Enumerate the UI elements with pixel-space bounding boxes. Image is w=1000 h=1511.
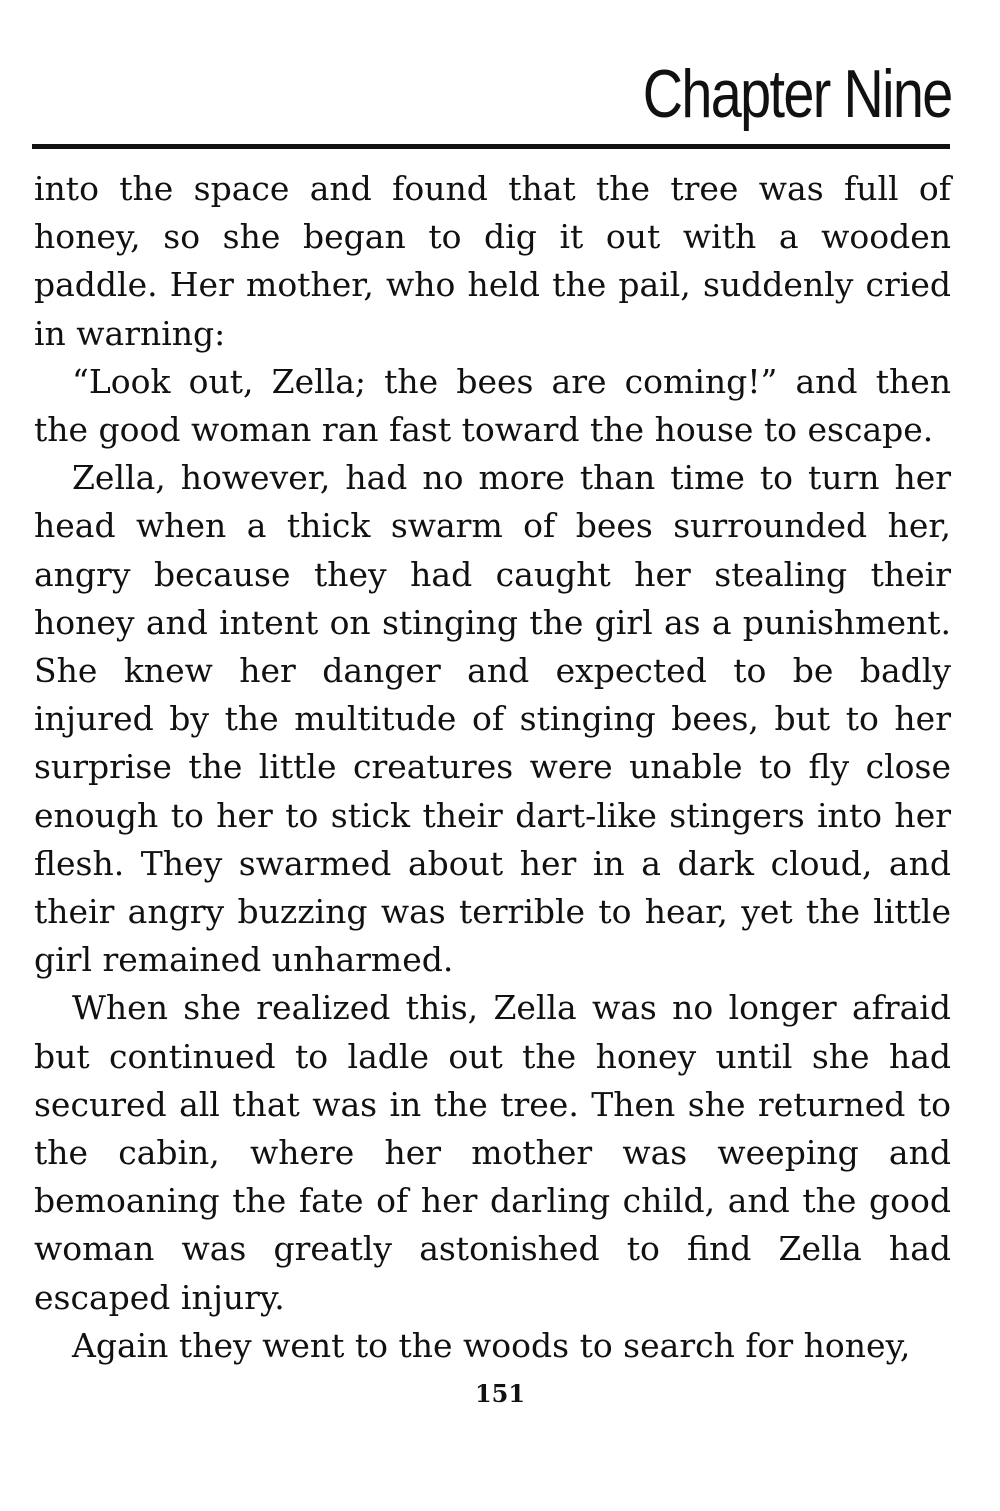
paragraph-honey-secured: When she realized this, Zella was no longer afraid but continued to ladle out the honey until she had secured all that was in the tree. Then she returned to the cabin, where her mother was weeping and bemoaning the fate of her darling child, and the good woman was greatly astonished to find Zella had escaped injury. — [34, 988, 951, 1317]
chapter-title: Chapter Nine — [643, 56, 952, 132]
paragraph-swarm: Zella, however, had no more than time to turn her head when a thick swarm of bees surrounded her, angry because they had caught her stealing their honey and intent on stinging the girl as a punishment. She knew her danger and expected to be badly injured by the multitude of stinging bees, but to her surprise the little creatures were unable to fly close enough to her to stick their dart-like stingers into her flesh. They swarmed about her in a dark cloud, and their angry buzzing was terrible to hear, yet the little girl remained unharmed. — [34, 458, 951, 980]
body-text — [34, 165, 951, 1370]
paragraph-warning: “Look out, Zella; the bees are coming!” and then the good woman ran fast toward the house to escape. — [34, 361, 951, 450]
page-number: 151 — [474, 1379, 526, 1408]
header-rule — [32, 144, 950, 149]
paragraph-continued: into the space and found that the tree was full of honey, so she began to dig it out with a wooden paddle. Her mother, who held the pail, suddenly cried in warning: — [34, 169, 951, 353]
paragraph-again: Again they went to the woods to search for honey, — [72, 1325, 911, 1365]
